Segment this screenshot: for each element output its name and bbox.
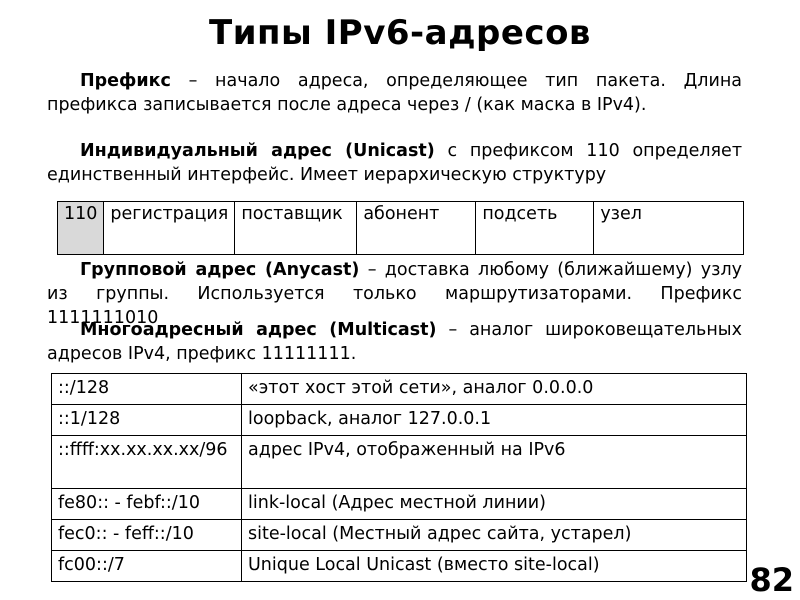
structure-cell-prefix: 110 <box>58 202 104 255</box>
anycast-text: – доставка любому (ближайшему) узлу из группы. Используется только маршрутизаторами. Префикс 1111111010 <box>47 260 743 328</box>
unicast-term: Индивидуальный адрес (Unicast) <box>80 141 435 161</box>
address-prefix-cell: ::1/128 <box>52 405 242 436</box>
address-desc-cell: «этот хост этой сети», аналог 0.0.0.0 <box>242 374 747 405</box>
address-prefix-cell: fe80:: - febf::/10 <box>52 489 242 520</box>
address-prefix-cell: ::/128 <box>52 374 242 405</box>
structure-cell-subnet: подсеть <box>476 202 594 255</box>
unicast-text: с префиксом 110 определяет единственный интерфейс. Имеет иерархическую структуру <box>47 141 743 185</box>
table-row <box>52 405 747 436</box>
structure-cell-registration: регистрация <box>104 202 235 255</box>
multicast-term: Многоадресный адрес (Multicast) <box>80 320 437 340</box>
address-desc-cell: link-local (Адрес местной линии) <box>242 489 747 520</box>
address-desc-cell: loopback, аналог 127.0.0.1 <box>242 405 747 436</box>
address-desc-cell: адрес IPv4, отображенный на IPv6 <box>242 436 747 489</box>
table-row <box>52 520 747 551</box>
multicast-text: – аналог широковещательных адресов IPv4, префикс 11111111. <box>47 320 742 364</box>
address-types-table <box>51 373 747 582</box>
structure-cell-node: узел <box>594 202 744 255</box>
multicast-paragraph <box>47 318 742 366</box>
prefix-text: – начало адреса, определяющее тип пакета. Длина префикса записывается после адреса через / (как маска в IPv4). <box>47 71 742 115</box>
address-prefix-cell: ::ffff:xx.xx.xx.xx/96 <box>52 436 242 489</box>
table-row <box>52 374 747 405</box>
table-row <box>52 489 747 520</box>
prefix-paragraph <box>47 69 742 117</box>
address-prefix-cell: fec0:: - feff::/10 <box>52 520 242 551</box>
address-prefix-cell: fc00::/7 <box>52 551 242 582</box>
address-desc-cell: Unique Local Unicast (вместо site-local) <box>242 551 747 582</box>
table-row <box>52 436 747 489</box>
unicast-paragraph <box>47 139 742 187</box>
unicast-structure-table <box>57 201 744 255</box>
slide-title: Типы IPv6-адресов <box>209 13 591 53</box>
slide-number: 82 <box>749 561 794 599</box>
address-desc-cell: site-local (Местный адрес сайта, устарел) <box>242 520 747 551</box>
table-row <box>52 551 747 582</box>
prefix-term: Префикс <box>80 71 171 91</box>
structure-cell-subscriber: абонент <box>357 202 476 255</box>
anycast-term: Групповой адрес (Anycast) <box>80 260 360 280</box>
structure-cell-provider: поставщик <box>235 202 357 255</box>
